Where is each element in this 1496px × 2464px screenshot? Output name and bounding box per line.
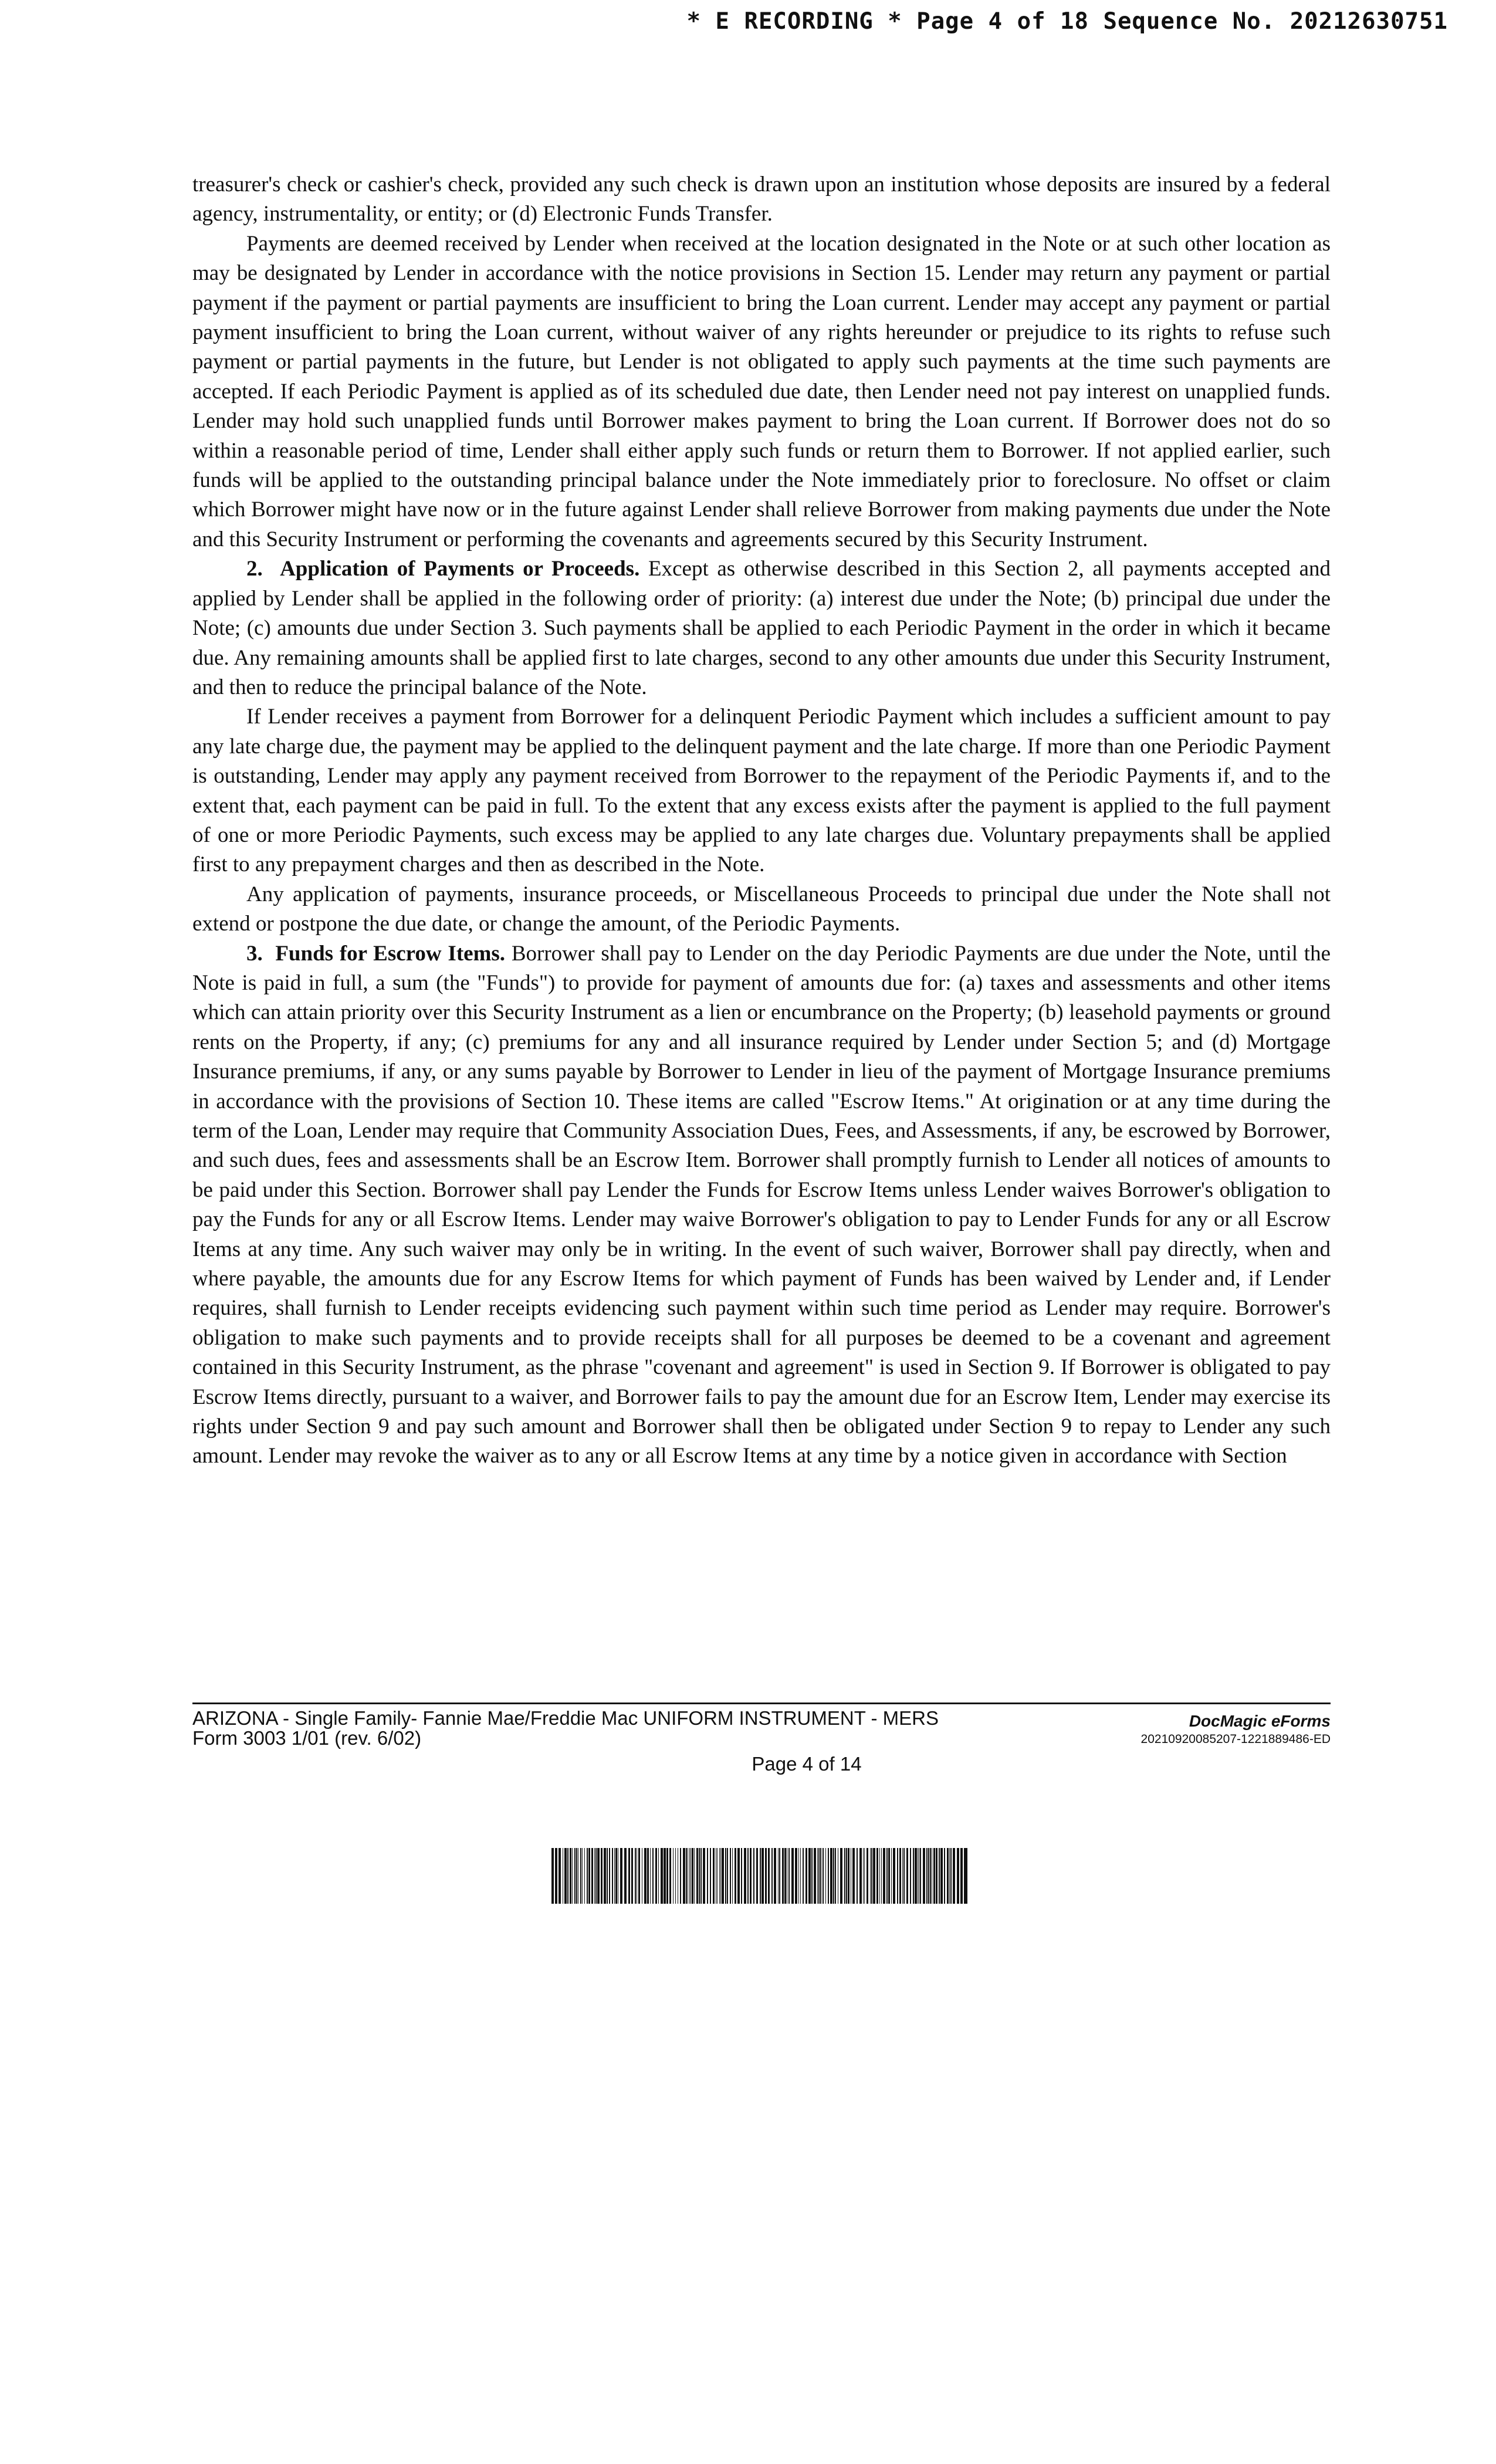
- page-number: Page 4 of 14: [752, 1753, 862, 1775]
- paragraph-continuation: treasurer's check or cashier's check, provided any such check is drawn upon an institution whose deposits are insured by a federal agency, instrumentality, or entity; or (d) Electronic Funds Transfer.: [192, 172, 1331, 226]
- footer-divider: [192, 1703, 1331, 1704]
- document-body: [192, 170, 1331, 1471]
- paragraph-application-proceeds: Any application of payments, insurance proceeds, or Miscellaneous Proceeds to principal due under the Note shall not extend or postpone the due date, or change the amount, of the Periodic Payments.: [192, 882, 1331, 936]
- paragraph-delinquent-payment: If Lender receives a payment from Borrower for a delinquent Periodic Payment which includes a sufficient amount to pay any late charge due, the payment may be applied to the delinquent payment and the late charge. If more than one Periodic Payment is outstanding, Lender may apply any payment received from Borrower to the repayment of the Periodic Payments if, and to the extent that, each payment can be paid in full. To the extent that any excess exists after the payment is applied to the full payment of one or more Periodic Payments, such excess may be applied to any late charges due. Voluntary prepayments shall be applied first to any prepayment charges and then as described in the Note.: [192, 705, 1331, 877]
- docmagic-logo: DocMagic eForms: [1189, 1712, 1331, 1730]
- document-code: 20210920085207-1221889486-ED: [1140, 1732, 1331, 1746]
- section-2-paragraph: [192, 554, 1331, 702]
- footer-form-line-2: Form 3003 1/01 (rev. 6/02): [192, 1727, 422, 1749]
- paragraph-payments-received: Payments are deemed received by Lender when received at the location designated in the Note or at such other location as may be designated by Lender in accordance with the notice provisions in Section 15. Lender may return any payment or partial payment if the payment or partial payments are insufficient to bring the Loan current. Lender may accept any payment or partial payment insufficient to bring the Loan current, without waiver of any rights hereunder or prejudice to its rights to refuse such payment or partial payments in the future, but Lender is not obligated to apply such payments at the time such payments are accepted. If each Periodic Payment is applied as of its scheduled due date, then Lender need not pay interest on unapplied funds. Lender may hold such unapplied funds until Borrower makes payment to bring the Loan current. If Borrower does not do so within a reasonable period of time, Lender shall either apply such funds or return them to Borrower. If not applied earlier, such funds will be applied to the outstanding principal balance under the Note immediately prior to foreclosure. No offset or claim which Borrower might have now or in the future against Lender shall relieve Borrower from making payments due under the Note and this Security Instrument or performing the covenants and agreements secured by this Security Instrument.: [192, 231, 1331, 551]
- section-3-paragraph: [192, 939, 1331, 1471]
- footer-form-info: [192, 1708, 939, 1748]
- section-3-heading: Funds for Escrow Items.: [275, 941, 506, 966]
- footer-form-line-1: ARIZONA - Single Family- Fannie Mae/Freddie Mac UNIFORM INSTRUMENT - MERS: [192, 1707, 939, 1729]
- section-2-text: Except as otherwise described in this Section 2, all payments accepted and applied by Lender shall be applied in the following order of priority: (a) interest due under the Note; (b) principal due under the Note; (c) amounts due under Section 3. Such payments shall be applied to each Periodic Payment in the order in which it became due. Any remaining amounts shall be applied first to late charges, second to any other amounts due under this Security Instrument, and then to reduce the principal balance of the Note.: [192, 557, 1331, 699]
- footer-brand-block: [1141, 1712, 1331, 1748]
- section-3-text: Borrower shall pay to Lender on the day Periodic Payments are due under the Note, until the Note is paid in full, a sum (the "Funds") to provide for payment of amounts due for: (a) taxes and assessments and other items which can attain priority over this Security Instrument as a lien or encumbrance on the Property; (b) leasehold payments or ground rents on the Property, if any; (c) premiums for any and all insurance required by Lender under Section 5; and (d) Mortgage Insurance premiums, if any, or any sums payable by Borrower to Lender in lieu of the payment of Mortgage Insurance premiums in accordance with the provisions of Section 10. These items are called "Escrow Items." At origination or at any time during the term of the Loan, Lender may require that Community Association Dues, Fees, and Assessments, if any, be escrowed by Borrower, and such dues, fees and assessments shall be an Escrow Item. Borrower shall promptly furnish to Lender all notices of amounts to be paid under this Section. Borrower shall pay Lender the Funds for Escrow Items unless Lender waives Borrower's obligation to pay the Funds for any or all Escrow Items. Lender may waive Borrower's obligation to pay to Lender Funds for any or all Escrow Items at any time. Any such waiver may only be in writing. In the event of such waiver, Borrower shall pay directly, when and where payable, the amounts due for any Escrow Items for which payment of Funds has been waived by Lender and, if Lender requires, shall furnish to Lender receipts evidencing such payment within such time period as Lender may require. Borrower's obligation to make such payments and to provide receipts shall for all purposes be deemed to be a covenant and agreement contained in this Security Instrument, as the phrase "covenant and agreement" is used in Section 9. If Borrower is obligated to pay Escrow Items directly, pursuant to a waiver, and Borrower fails to pay the amount due for an Escrow Item, Lender may exercise its rights under Section 9 and pay such amount and Borrower shall then be obligated under Section 9 to repay to Lender any such amount. Lender may revoke the waiver as to any or all Escrow Items at any time by a notice given in accordance with Section: [192, 941, 1331, 1468]
- section-3-number: 3.: [246, 941, 263, 966]
- recording-header: * E RECORDING * Page 4 of 18 Sequence No. 20212630751: [686, 8, 1448, 35]
- section-2-number: 2.: [246, 557, 263, 581]
- barcode-icon: [551, 1848, 974, 1904]
- section-2-heading: Application of Payments or Proceeds.: [280, 557, 640, 581]
